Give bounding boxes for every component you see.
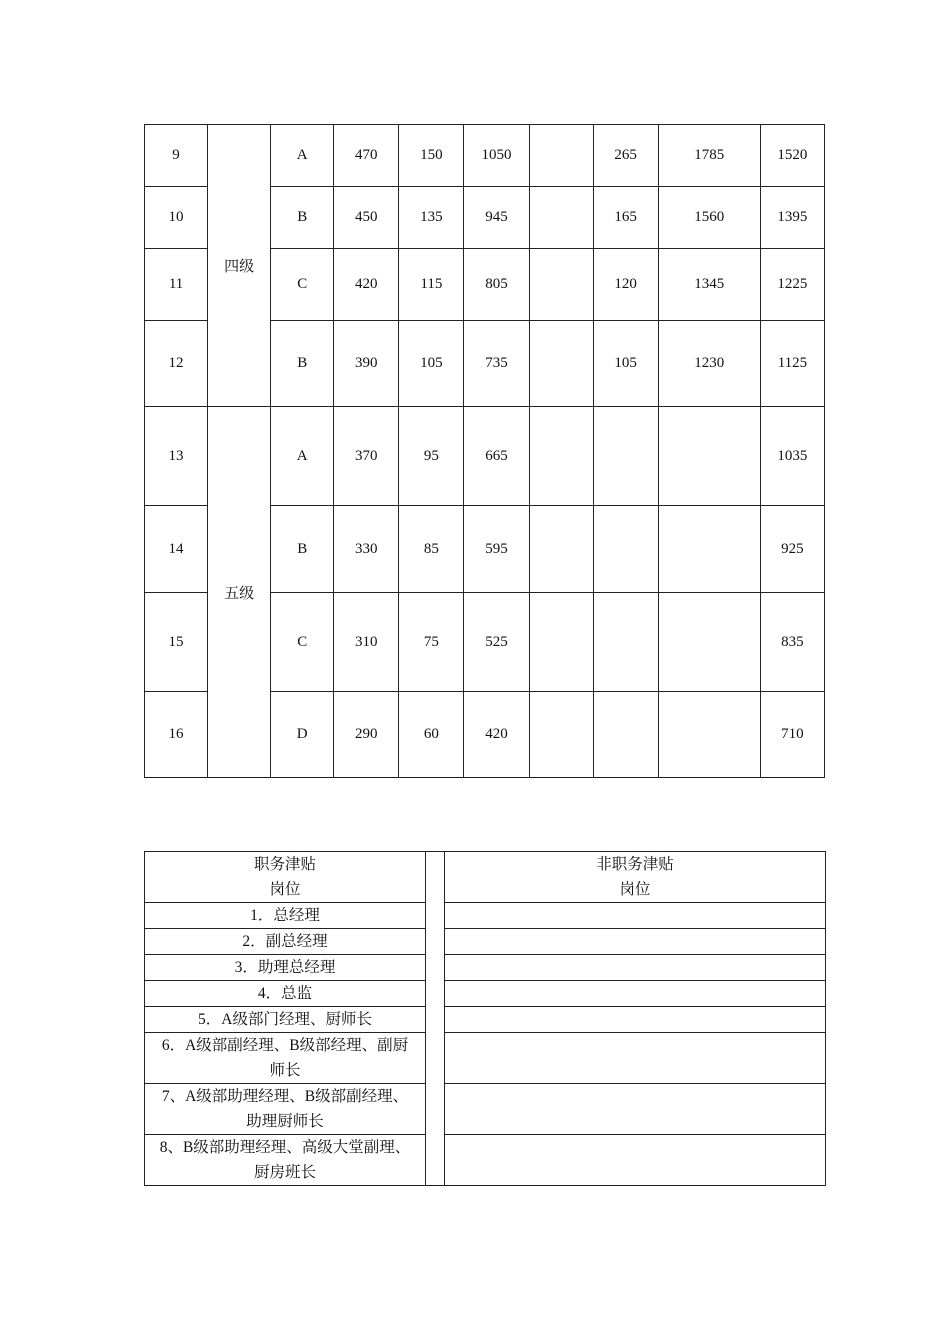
empty-cell [445, 1007, 826, 1033]
empty-cell [445, 1135, 826, 1186]
value-cell: 290 [334, 692, 399, 778]
value-cell: 390 [334, 321, 399, 407]
row-number: 9 [145, 125, 208, 187]
value-cell [658, 506, 760, 593]
value-cell: 120 [593, 249, 658, 321]
non-duty-allowance-title: 非职务津贴 [596, 856, 674, 873]
value-cell: 450 [334, 187, 399, 249]
value-cell [529, 692, 593, 778]
row-number: 11 [145, 249, 208, 321]
value-cell: 310 [334, 593, 399, 692]
table-row [145, 407, 825, 506]
value-cell [529, 506, 593, 593]
value-cell: 105 [399, 321, 464, 407]
total-cell: 925 [760, 506, 824, 593]
position-cell: 6．A级部副经理、B级部经理、副厨师长 [145, 1033, 426, 1084]
divider-column [426, 852, 445, 1186]
position-cell: 2．副总经理 [145, 929, 426, 955]
value-cell: 420 [464, 692, 529, 778]
value-cell: 330 [334, 506, 399, 593]
total-cell: 1125 [760, 321, 824, 407]
empty-cell [445, 1084, 826, 1135]
value-cell [529, 187, 593, 249]
level-5-cell: 五级 [208, 407, 271, 778]
grade-cell: C [271, 249, 334, 321]
salary-table [144, 124, 825, 778]
empty-cell [445, 929, 826, 955]
empty-cell [445, 903, 826, 929]
value-cell [593, 407, 658, 506]
row-number: 13 [145, 407, 208, 506]
value-cell [658, 407, 760, 506]
value-cell: 1785 [658, 125, 760, 187]
level-4-cell: 四级 [208, 125, 271, 407]
table-row [145, 1084, 826, 1135]
value-cell: 525 [464, 593, 529, 692]
table-row [145, 1007, 826, 1033]
duty-position-label: 岗位 [269, 881, 301, 898]
value-cell [529, 249, 593, 321]
total-cell: 1035 [760, 407, 824, 506]
total-cell: 1225 [760, 249, 824, 321]
row-number: 15 [145, 593, 208, 692]
total-cell: 1520 [760, 125, 824, 187]
table-row [145, 1135, 826, 1186]
total-cell: 835 [760, 593, 824, 692]
value-cell: 165 [593, 187, 658, 249]
value-cell: 1560 [658, 187, 760, 249]
value-cell [529, 407, 593, 506]
total-cell: 1395 [760, 187, 824, 249]
value-cell: 370 [334, 407, 399, 506]
position-cell: 5．A级部门经理、厨师长 [145, 1007, 426, 1033]
value-cell [529, 125, 593, 187]
empty-cell [445, 955, 826, 981]
value-cell [529, 321, 593, 407]
non-duty-allowance-header [445, 852, 826, 903]
empty-cell [445, 981, 826, 1007]
grade-cell: B [271, 321, 334, 407]
value-cell: 595 [464, 506, 529, 593]
value-cell [593, 593, 658, 692]
grade-cell: A [271, 407, 334, 506]
duty-allowance-title: 职务津贴 [253, 856, 316, 873]
table-row [145, 981, 826, 1007]
row-number: 12 [145, 321, 208, 407]
value-cell [593, 692, 658, 778]
value-cell: 135 [399, 187, 464, 249]
value-cell: 85 [399, 506, 464, 593]
value-cell [593, 506, 658, 593]
value-cell [658, 593, 760, 692]
value-cell: 75 [399, 593, 464, 692]
row-number: 16 [145, 692, 208, 778]
row-number: 14 [145, 506, 208, 593]
table-row [145, 929, 826, 955]
empty-cell [445, 1033, 826, 1084]
grade-cell: D [271, 692, 334, 778]
value-cell: 735 [464, 321, 529, 407]
position-cell: 1．总经理 [145, 903, 426, 929]
allowance-header-row [145, 852, 826, 903]
duty-allowance-header [145, 852, 426, 903]
value-cell: 805 [464, 249, 529, 321]
value-cell: 105 [593, 321, 658, 407]
value-cell: 945 [464, 187, 529, 249]
table-row [145, 125, 825, 187]
value-cell: 1050 [464, 125, 529, 187]
table-row [145, 955, 826, 981]
value-cell: 60 [399, 692, 464, 778]
non-duty-position-label: 岗位 [619, 881, 651, 898]
value-cell: 665 [464, 407, 529, 506]
value-cell: 265 [593, 125, 658, 187]
grade-cell: C [271, 593, 334, 692]
position-cell: 8、B级部助理经理、高级大堂副理、厨房班长 [145, 1135, 426, 1186]
row-number: 10 [145, 187, 208, 249]
position-cell: 7、A级部助理经理、B级部副经理、助理厨师长 [145, 1084, 426, 1135]
allowance-table [144, 851, 826, 1186]
value-cell [529, 593, 593, 692]
position-cell: 3．助理总经理 [145, 955, 426, 981]
value-cell: 150 [399, 125, 464, 187]
value-cell: 1230 [658, 321, 760, 407]
value-cell: 95 [399, 407, 464, 506]
value-cell: 115 [399, 249, 464, 321]
table-row [145, 1033, 826, 1084]
total-cell: 710 [760, 692, 824, 778]
position-cell: 4．总监 [145, 981, 426, 1007]
table-row [145, 903, 826, 929]
value-cell [658, 692, 760, 778]
grade-cell: A [271, 125, 334, 187]
value-cell: 1345 [658, 249, 760, 321]
grade-cell: B [271, 506, 334, 593]
value-cell: 470 [334, 125, 399, 187]
grade-cell: B [271, 187, 334, 249]
value-cell: 420 [334, 249, 399, 321]
